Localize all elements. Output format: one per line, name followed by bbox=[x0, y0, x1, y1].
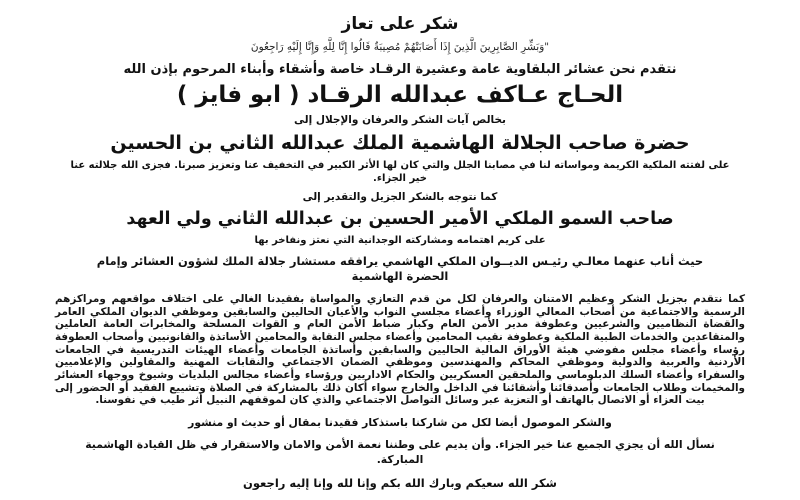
remembrance-thanks-line: والشكر الموصول أيضا لكل من شاركنا باستذكار فقيدنا بمقال أو حديث او منشور bbox=[188, 416, 612, 430]
second-thanks-intro-line: كما نتوجه بالشكر الجزيل والتقدير إلى bbox=[302, 191, 498, 203]
final-blessing-line: شكر الله سعيكم وبارك الله بكم وإنا لله وإنا إليه راجعون bbox=[243, 476, 557, 491]
tribes-intro-line: نتقدم نحن عشائر البلقاوية عامة وعشيرة الرقـاد خاصة وأشقاء وأبناء المرحوم بإذن الله bbox=[123, 62, 677, 77]
document-title: شكر على تعاز bbox=[341, 14, 459, 34]
general-thanks-paragraph: كما نتقدم بجزيل الشكر وعظيم الامتنان والعرفان لكل من قدم التعازي والمواساة بفقيدنا الغالي على اختلاف مواقعهم ومراكزهم الرسمية والاجتماعية من أصحاب المعالي الوزراء وأعضاء مجلسي النواب والأعيان الحاليين والسابقين وموظفي الديوان الملكي العامر والقضاة النظاميين والشرعيين وعطوفة مدير الأمن العام وكبار ضباط الأمن العام و القوات المسلحة والمخابرات العامة العاملين والمتقاعدين والخدمات الطبية الملكية وعطوفة نقيب المحامين وأعضاء مجلس النقابة والمحامين الأساتذة والقانونيين وأصحاب العطوفة رؤساء وأعضاء مجلس مفوضي هيئة الأوراق المالية الحاليين والسابقين وأساتذة الجامعات وأعضاء الهيئات التدريسية في الجامعات الأردنية والعربية والدولية وموظفي المحاكم والمهندسين وموظفي الضمان الاجتماعي والنقابات المهنية والمقاولين والإعلاميين والسفراء وأعضاء السلك الدبلوماسي والملحقين العسكريين والحكام الاداريين ورؤساء وأعضاء مجالس البلديات وشيوخ ووجهاء العشائر والمخيمات وطلاب الجامعات وأصدقائنا وأشقائنا في الداخل والخارج سواء أكان ذلك بالمشاركة في الصلاة وتشييع الفقيد أو الحضور إلى بيت العزاء أو الاتصال بالهاتف أو التعزية عبر وسائل التواصل الاجتماعي والذي كان لموقفهم النبيل أثر طيب في نفوسنا. bbox=[55, 292, 745, 407]
crown-prince-heading: صاحب السمو الملكي الأمير الحسين بن عبدالله الثاني ولي العهد bbox=[126, 209, 674, 229]
king-heading: حضرة صاحب الجلالة الهاشمية الملك عبدالله الثاني بن الحسين bbox=[110, 132, 690, 154]
gratitude-intro-line: بخالص آيات الشكر والعرفان والإجلال إلى bbox=[294, 114, 506, 126]
prince-gratitude-note: على كريم اهتمامه ومشاركته الوجدانية التي نعتز ونفاخر بها bbox=[254, 235, 546, 246]
king-gratitude-note: على لفتته الملكية الكريمة ومواساته لنا في مصابنا الجلل والتي كان لها الأثر الكبير في التخفيف عنا وتعزيز صبرنا. فجزى الله جلالته عنا خير الجزاء. bbox=[70, 160, 730, 184]
quran-verse: "وَبَشِّرِ الصَّابِرِينَ الَّذِينَ إِذَا أَصَابَتْهُمْ مُصِيبَةٌ قَالُوا إِنَّا لِلَّهِ وَإِنَّا إِلَيْهِ رَاجِعُونَ bbox=[250, 41, 550, 53]
closing-prayer: نسأل الله أن يجزي الجميع عنا خير الجزاء. وأن يديم على وطننا نعمة الأمن والامان والاستقرار في ظل القيادة الهاشمية المباركة. bbox=[85, 438, 715, 466]
royal-deputation-note: حيث أناب عنهما معالـي رئيـس الديــوان الملكي الهاشمي يرافقه مستشار جلالة الملك لشؤون العشائر وإمام الحضرة الهاشمية bbox=[96, 254, 704, 283]
deceased-name-heading: الحـاج عـاكف عبدالله الرقـاد ( ابو فايز ) bbox=[176, 82, 624, 108]
